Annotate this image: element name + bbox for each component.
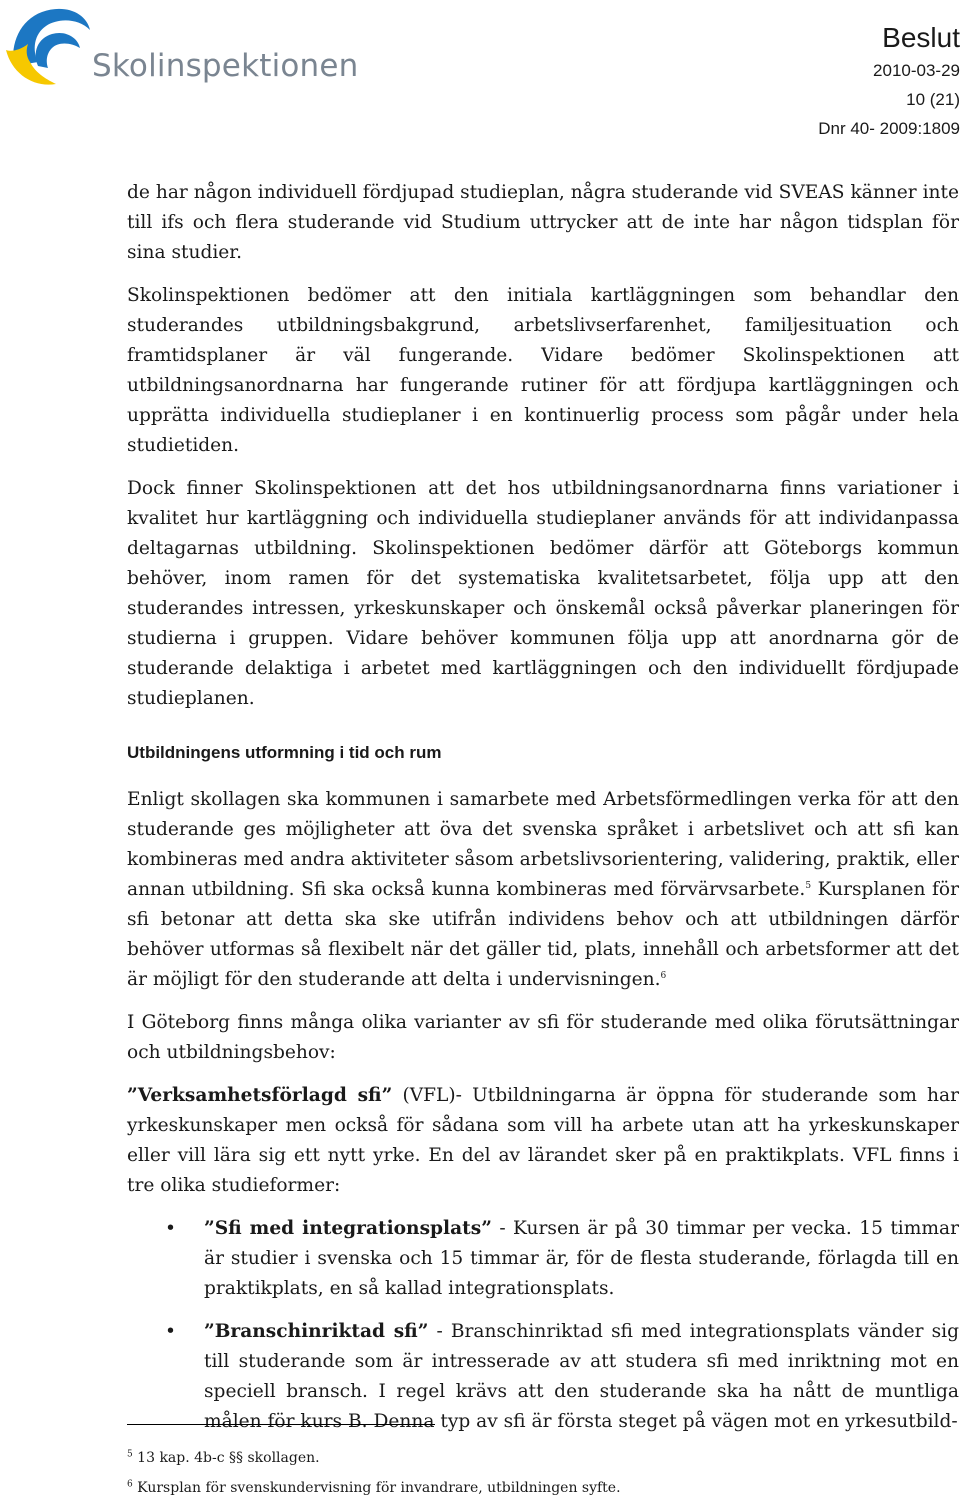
document-date: 2010-03-29 xyxy=(873,61,960,80)
logo-mark-icon xyxy=(6,4,96,94)
term-bold: ”Branschinriktad sfi” xyxy=(204,1321,429,1342)
page-number: 10 (21) xyxy=(906,90,960,109)
skolinspektionen-logo xyxy=(6,4,359,94)
footnote xyxy=(127,1443,959,1473)
paragraph: de har någon individuell fördjupad studieplan, några studerande vid SVEAS känner inte till ifs och flera studerande vid Studium uttrycker att de inte har någon tidsplan för sina studier. xyxy=(127,182,959,263)
bullet-icon: • xyxy=(165,1321,176,1342)
term-bold: ”Verksamhetsförlagd sfi” xyxy=(127,1085,393,1106)
paragraph-text: (VFL)- Utbildningarna är öppna för studerande som har yrkeskunskaper men också för sådana som vill ha arbete utan att ha yrkeskunskaper eller vill lära sig ett nytt yrke. En del av lärandet sker på en praktikplats. VFL finns i tre olika studieformer: xyxy=(127,1085,959,1196)
footnote-number: 5 xyxy=(127,1449,133,1460)
list-item-text: - Kursen är på 30 timmar per vecka. 15 timmar är studier i svenska och 15 timmar är, för de flesta studerande, förlagda till en praktikplats, en så kallad integrationsplats. xyxy=(204,1218,959,1299)
paragraph-text: Enligt skollagen ska kommunen i samarbete med Arbetsförmedlingen verka för att den studerande ges möjligheter att öva det svenska språket i arbetslivet och att sfi kan kombineras med andra aktiviteter såsom arbetslivsorientering, validering, praktik, eller annan utbildning. Sfi ska också kunna kombineras med förvärvsarbete. xyxy=(127,789,959,900)
paragraph: Dock finner Skolinspektionen att det hos utbildningsanordnarna finns variationer i kvalitet hur kartläggning och individuella studieplaner används för att individanpassa deltagarnas utbildning. Skolinspektionen bedömer därför att Göteborgs kommun behöver, inom ramen för det systematiska kvalitetsarbetet, följa upp att den studerandes intressen, yrkeskunskaper och önskemål också påverkar planeringen för studierna i gruppen. Vidare behöver kommunen följa upp att anordnarna gör de studerande delaktiga i arbetet med kartläggningen och den individuellt fördjupade studieplanen. xyxy=(127,478,959,709)
document-meta xyxy=(818,20,960,143)
term-bold: ”Sfi med integrationsplats” xyxy=(204,1218,492,1239)
footnotes xyxy=(127,1443,959,1503)
paragraph: I Göteborg finns många olika varianter av sfi för studerande med olika förutsättningar och utbildningsbehov: xyxy=(127,1012,959,1063)
document-type: Beslut xyxy=(882,22,960,53)
paragraph-text: Kursplanen för sfi betonar att detta ska ske utifrån individens behov och att utbildningen därför behöver utformas så flexibelt när det gäller tid, plats, innehåll och arbetsformer att det är möjligt för den studerande att delta i undervisningen. xyxy=(127,879,960,990)
paragraph xyxy=(127,785,959,995)
document-body xyxy=(127,178,959,1450)
footnote-divider xyxy=(127,1424,435,1425)
footnote-number: 6 xyxy=(127,1479,133,1490)
logo-wordmark: Skolinspektionen xyxy=(92,48,359,84)
list-item xyxy=(127,1317,959,1437)
section-heading: Utbildningens utformning i tid och rum xyxy=(127,743,442,762)
list-item xyxy=(127,1214,959,1304)
footnote-ref: 5 xyxy=(805,880,812,891)
bullet-icon: • xyxy=(165,1218,176,1239)
footnote-ref: 6 xyxy=(660,970,667,981)
list-item-text: - Branschinriktad sfi med integrationsplats vänder sig till studerande som är intresserade av att studera sfi med inriktning mot en speciell bransch. I regel krävs att den studerande ska ha nått de muntliga målen för kurs B. Denna typ av sfi är första steget på vägen mot en yrkesutbild- xyxy=(204,1321,959,1432)
footnote-text: Kursplan för svenskundervisning för invandrare, utbildningen syfte. xyxy=(132,1480,621,1496)
paragraph xyxy=(127,1081,959,1201)
footnote-text: 13 kap. 4b-c §§ skollagen. xyxy=(132,1450,320,1466)
paragraph: Skolinspektionen bedömer att den initiala kartläggningen som behandlar den studerandes utbildningsbakgrund, arbetslivserfarenhet, familjesituation och framtidsplaner är väl fungerande. Vidare bedömer Skolinspektionen att utbildningsanordnarna har fungerande rutiner för att fördjupa kartläggningen och upprätta individuella studieplaner i en kontinuerlig process som pågår under hela studietiden. xyxy=(127,285,959,456)
diary-number: Dnr 40- 2009:1809 xyxy=(818,119,960,138)
bullet-list xyxy=(127,1214,959,1437)
